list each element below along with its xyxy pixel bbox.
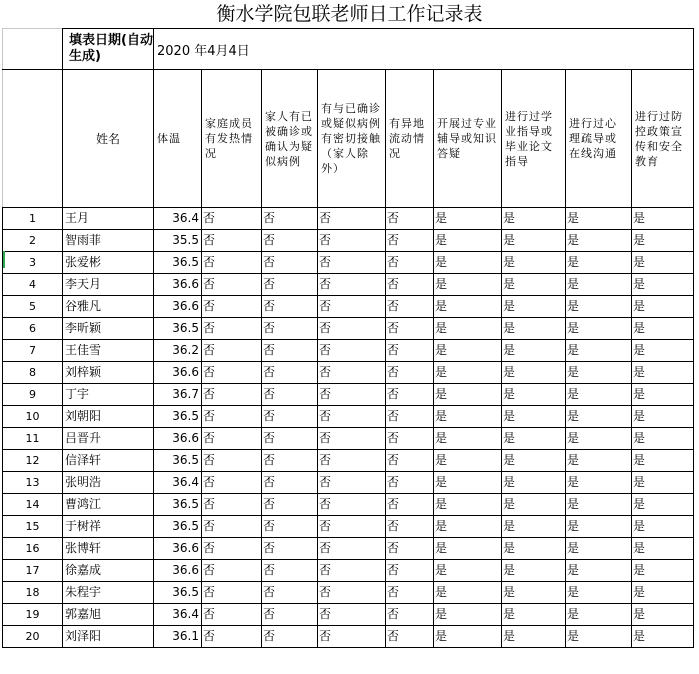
row-number-cell[interactable]: 16: [3, 538, 63, 560]
answer-cell[interactable]: 否: [202, 296, 262, 318]
answer-cell[interactable]: 否: [202, 340, 262, 362]
table-row: [3, 318, 694, 340]
answer-cell[interactable]: 否: [202, 516, 262, 538]
header-family-confirmed[interactable]: 家人有已被确诊或确认为疑似病例: [262, 70, 318, 208]
answer-cell[interactable]: 是: [434, 252, 502, 274]
answer-cell[interactable]: 是: [502, 428, 566, 450]
answer-cell[interactable]: 否: [202, 428, 262, 450]
answer-cell[interactable]: 否: [202, 450, 262, 472]
answer-cell[interactable]: 否: [318, 406, 386, 428]
answer-cell[interactable]: 否: [262, 208, 318, 230]
answer-cell[interactable]: 是: [434, 538, 502, 560]
answer-cell[interactable]: 否: [386, 626, 434, 648]
table-row: [3, 450, 694, 472]
answer-cell[interactable]: 是: [632, 494, 694, 516]
row-number-cell[interactable]: 19: [3, 604, 63, 626]
answer-cell[interactable]: 否: [202, 604, 262, 626]
temperature-cell[interactable]: 36.5: [154, 494, 202, 516]
temperature-cell[interactable]: 36.4: [154, 604, 202, 626]
answer-cell[interactable]: 否: [318, 450, 386, 472]
temperature-cell[interactable]: 36.6: [154, 428, 202, 450]
answer-cell[interactable]: 是: [566, 604, 632, 626]
row-number-cell[interactable]: 3: [3, 252, 63, 274]
answer-cell[interactable]: 否: [262, 340, 318, 362]
answer-cell[interactable]: 是: [632, 406, 694, 428]
row-number-cell[interactable]: 20: [3, 626, 63, 648]
answer-cell[interactable]: 否: [318, 296, 386, 318]
temperature-cell[interactable]: 36.6: [154, 560, 202, 582]
answer-cell[interactable]: 是: [434, 428, 502, 450]
table-row: [3, 208, 694, 230]
answer-cell[interactable]: 否: [262, 472, 318, 494]
header-temp[interactable]: 体温: [154, 70, 202, 208]
answer-cell[interactable]: 是: [632, 274, 694, 296]
answer-cell[interactable]: 是: [566, 494, 632, 516]
answer-cell[interactable]: 是: [566, 428, 632, 450]
answer-cell[interactable]: 是: [434, 626, 502, 648]
answer-cell[interactable]: 否: [262, 230, 318, 252]
row-number-cell[interactable]: 14: [3, 494, 63, 516]
answer-cell[interactable]: 是: [434, 362, 502, 384]
record-table: [2, 28, 694, 648]
answer-cell[interactable]: 是: [632, 296, 694, 318]
answer-cell[interactable]: 否: [318, 340, 386, 362]
answer-cell[interactable]: 否: [202, 494, 262, 516]
name-cell[interactable]: 刘梓颖: [63, 362, 154, 384]
temperature-cell[interactable]: 36.5: [154, 252, 202, 274]
answer-cell[interactable]: 是: [502, 208, 566, 230]
answer-cell[interactable]: 是: [632, 516, 694, 538]
answer-cell[interactable]: 是: [434, 604, 502, 626]
answer-cell[interactable]: 否: [202, 318, 262, 340]
header-academic-guidance[interactable]: 进行过学业指导或毕业论文指导: [502, 70, 566, 208]
answer-cell[interactable]: 否: [262, 296, 318, 318]
answer-cell[interactable]: 是: [434, 472, 502, 494]
answer-cell[interactable]: 否: [262, 604, 318, 626]
answer-cell[interactable]: 否: [262, 582, 318, 604]
table-row: [3, 428, 694, 450]
answer-cell[interactable]: 是: [502, 494, 566, 516]
answer-cell[interactable]: 是: [502, 362, 566, 384]
name-cell[interactable]: 徐嘉成: [63, 560, 154, 582]
temperature-cell[interactable]: 36.6: [154, 296, 202, 318]
table-row: [3, 274, 694, 296]
answer-cell[interactable]: 否: [262, 516, 318, 538]
answer-cell[interactable]: 否: [262, 538, 318, 560]
answer-cell[interactable]: 否: [262, 252, 318, 274]
answer-cell[interactable]: 否: [262, 274, 318, 296]
temperature-cell[interactable]: 36.5: [154, 318, 202, 340]
row-number-cell[interactable]: 1: [3, 208, 63, 230]
answer-cell[interactable]: 是: [502, 230, 566, 252]
table-row: [3, 472, 694, 494]
answer-cell[interactable]: 是: [434, 340, 502, 362]
answer-cell[interactable]: 是: [632, 626, 694, 648]
row-number-cell[interactable]: 13: [3, 472, 63, 494]
answer-cell[interactable]: 是: [434, 582, 502, 604]
answer-cell[interactable]: 是: [566, 208, 632, 230]
answer-cell[interactable]: 否: [202, 384, 262, 406]
date-value-cell[interactable]: 2020 年4月4日: [154, 29, 694, 70]
name-cell[interactable]: 曹鸿江: [63, 494, 154, 516]
name-cell[interactable]: 吕晋升: [63, 428, 154, 450]
answer-cell[interactable]: 否: [318, 252, 386, 274]
active-cell-marker: [3, 251, 5, 268]
answer-cell[interactable]: 否: [386, 582, 434, 604]
answer-cell[interactable]: 否: [262, 362, 318, 384]
answer-cell[interactable]: 是: [502, 626, 566, 648]
row-number-cell[interactable]: 4: [3, 274, 63, 296]
answer-cell[interactable]: 否: [262, 318, 318, 340]
answer-cell[interactable]: 是: [502, 450, 566, 472]
name-cell[interactable]: 谷雅凡: [63, 296, 154, 318]
answer-cell[interactable]: 否: [318, 538, 386, 560]
name-cell[interactable]: 刘朝阳: [63, 406, 154, 428]
name-cell[interactable]: 郭嘉旭: [63, 604, 154, 626]
answer-cell[interactable]: 否: [318, 582, 386, 604]
name-cell[interactable]: 张爱彬: [63, 252, 154, 274]
name-cell[interactable]: 丁宇: [63, 384, 154, 406]
temperature-cell[interactable]: 36.5: [154, 516, 202, 538]
answer-cell[interactable]: 是: [632, 560, 694, 582]
answer-cell[interactable]: 否: [318, 494, 386, 516]
table-row: [3, 560, 694, 582]
answer-cell[interactable]: 否: [202, 472, 262, 494]
answer-cell[interactable]: 是: [566, 516, 632, 538]
answer-cell[interactable]: 是: [566, 560, 632, 582]
temperature-cell[interactable]: 36.5: [154, 582, 202, 604]
answer-cell[interactable]: 否: [202, 362, 262, 384]
answer-cell[interactable]: 是: [566, 252, 632, 274]
name-cell[interactable]: 智雨菲: [63, 230, 154, 252]
answer-cell[interactable]: 是: [632, 362, 694, 384]
answer-cell[interactable]: 是: [502, 560, 566, 582]
header-tutoring[interactable]: 开展过专业辅导或知识答疑: [434, 70, 502, 208]
answer-cell[interactable]: 否: [318, 318, 386, 340]
answer-cell[interactable]: 是: [632, 252, 694, 274]
answer-cell[interactable]: 是: [632, 450, 694, 472]
answer-cell[interactable]: 是: [566, 450, 632, 472]
answer-cell[interactable]: 是: [632, 318, 694, 340]
temperature-cell[interactable]: 36.1: [154, 626, 202, 648]
answer-cell[interactable]: 否: [262, 384, 318, 406]
name-cell[interactable]: 张博轩: [63, 538, 154, 560]
header-fever[interactable]: 家庭成员有发热情况: [202, 70, 262, 208]
name-cell[interactable]: 信泽轩: [63, 450, 154, 472]
header-counseling[interactable]: 进行过心理疏导或在线沟通: [566, 70, 632, 208]
answer-cell[interactable]: 否: [318, 560, 386, 582]
answer-cell[interactable]: 是: [566, 626, 632, 648]
answer-cell[interactable]: 否: [318, 516, 386, 538]
header-travel[interactable]: 有异地流动情况: [386, 70, 434, 208]
cell-blank[interactable]: [3, 70, 63, 208]
row-number-cell[interactable]: 11: [3, 428, 63, 450]
answer-cell[interactable]: 否: [318, 428, 386, 450]
answer-cell[interactable]: 否: [318, 208, 386, 230]
header-safety-education[interactable]: 进行过防控政策宣传和安全教育: [632, 70, 694, 208]
answer-cell[interactable]: 是: [502, 516, 566, 538]
cell-blank[interactable]: [3, 29, 63, 70]
temperature-cell[interactable]: 36.7: [154, 384, 202, 406]
answer-cell[interactable]: 是: [434, 318, 502, 340]
answer-cell[interactable]: 否: [262, 494, 318, 516]
answer-cell[interactable]: 是: [502, 538, 566, 560]
answer-cell[interactable]: 是: [502, 604, 566, 626]
answer-cell[interactable]: 否: [262, 626, 318, 648]
table-row: [3, 516, 694, 538]
answer-cell[interactable]: 否: [202, 538, 262, 560]
answer-cell[interactable]: 否: [386, 516, 434, 538]
table-row: [3, 494, 694, 516]
answer-cell[interactable]: 是: [502, 252, 566, 274]
answer-cell[interactable]: 否: [262, 406, 318, 428]
header-name[interactable]: 姓名: [63, 70, 154, 208]
answer-cell[interactable]: 否: [386, 494, 434, 516]
temperature-cell[interactable]: 36.5: [154, 450, 202, 472]
answer-cell[interactable]: 是: [434, 208, 502, 230]
header-row: [3, 70, 694, 208]
temperature-cell[interactable]: 36.6: [154, 362, 202, 384]
info-row: [3, 29, 694, 70]
answer-cell[interactable]: 是: [434, 494, 502, 516]
answer-cell[interactable]: 否: [318, 626, 386, 648]
table-row: [3, 582, 694, 604]
answer-cell[interactable]: 否: [318, 362, 386, 384]
answer-cell[interactable]: 否: [386, 538, 434, 560]
answer-cell[interactable]: 是: [434, 516, 502, 538]
answer-cell[interactable]: 否: [386, 252, 434, 274]
row-number-cell[interactable]: 6: [3, 318, 63, 340]
answer-cell[interactable]: 是: [566, 384, 632, 406]
table-row: [3, 252, 694, 274]
table-row: [3, 230, 694, 252]
row-number-cell[interactable]: 18: [3, 582, 63, 604]
answer-cell[interactable]: 是: [632, 582, 694, 604]
name-cell[interactable]: 李昕颖: [63, 318, 154, 340]
row-number-cell[interactable]: 15: [3, 516, 63, 538]
answer-cell[interactable]: 是: [434, 450, 502, 472]
answer-cell[interactable]: 是: [632, 208, 694, 230]
table-row: [3, 362, 694, 384]
answer-cell[interactable]: 是: [502, 296, 566, 318]
answer-cell[interactable]: 否: [262, 560, 318, 582]
answer-cell[interactable]: 是: [434, 230, 502, 252]
answer-cell[interactable]: 否: [202, 208, 262, 230]
answer-cell[interactable]: 否: [202, 626, 262, 648]
answer-cell[interactable]: 是: [434, 406, 502, 428]
answer-cell[interactable]: 否: [386, 340, 434, 362]
answer-cell[interactable]: 是: [502, 340, 566, 362]
answer-cell[interactable]: 是: [502, 406, 566, 428]
answer-cell[interactable]: 是: [632, 384, 694, 406]
answer-cell[interactable]: 否: [386, 604, 434, 626]
answer-cell[interactable]: 否: [318, 230, 386, 252]
answer-cell[interactable]: 否: [386, 560, 434, 582]
answer-cell[interactable]: 是: [632, 428, 694, 450]
answer-cell[interactable]: 是: [566, 406, 632, 428]
row-number-cell[interactable]: 5: [3, 296, 63, 318]
answer-cell[interactable]: 是: [566, 582, 632, 604]
temperature-cell[interactable]: 36.5: [154, 406, 202, 428]
answer-cell[interactable]: 否: [386, 208, 434, 230]
answer-cell[interactable]: 是: [502, 274, 566, 296]
answer-cell[interactable]: 否: [262, 450, 318, 472]
answer-cell[interactable]: 是: [566, 274, 632, 296]
answer-cell[interactable]: 否: [386, 450, 434, 472]
answer-cell[interactable]: 是: [566, 318, 632, 340]
date-label-cell[interactable]: 填表日期(自动生成): [63, 29, 154, 70]
name-cell[interactable]: 于树祥: [63, 516, 154, 538]
answer-cell[interactable]: 否: [202, 560, 262, 582]
answer-cell[interactable]: 否: [318, 604, 386, 626]
answer-cell[interactable]: 否: [202, 582, 262, 604]
answer-cell[interactable]: 否: [318, 274, 386, 296]
answer-cell[interactable]: 是: [566, 340, 632, 362]
answer-cell[interactable]: 否: [386, 296, 434, 318]
temperature-cell[interactable]: 35.5: [154, 230, 202, 252]
header-close-contact[interactable]: 有与已确诊或疑似病例有密切接触（家人除外）: [318, 70, 386, 208]
answer-cell[interactable]: 否: [386, 362, 434, 384]
row-number-cell[interactable]: 17: [3, 560, 63, 582]
sheet-title: 衡水学院包联老师日工作记录表: [216, 3, 483, 25]
answer-cell[interactable]: 是: [502, 472, 566, 494]
row-number-cell[interactable]: 8: [3, 362, 63, 384]
name-cell[interactable]: 王月: [63, 208, 154, 230]
answer-cell[interactable]: 否: [386, 274, 434, 296]
table-row: [3, 384, 694, 406]
answer-cell[interactable]: 否: [386, 318, 434, 340]
answer-cell[interactable]: 否: [386, 428, 434, 450]
table-row: [3, 626, 694, 648]
answer-cell[interactable]: 是: [566, 362, 632, 384]
answer-cell[interactable]: 否: [386, 472, 434, 494]
name-cell[interactable]: 刘泽阳: [63, 626, 154, 648]
row-number-cell[interactable]: 12: [3, 450, 63, 472]
answer-cell[interactable]: 是: [434, 560, 502, 582]
answer-cell[interactable]: 否: [202, 230, 262, 252]
answer-cell[interactable]: 是: [502, 582, 566, 604]
table-row: [3, 296, 694, 318]
answer-cell[interactable]: 是: [566, 472, 632, 494]
answer-cell[interactable]: 否: [386, 406, 434, 428]
temperature-cell[interactable]: 36.6: [154, 538, 202, 560]
table-row: [3, 604, 694, 626]
name-cell[interactable]: 朱程宇: [63, 582, 154, 604]
temperature-cell[interactable]: 36.4: [154, 208, 202, 230]
answer-cell[interactable]: 是: [632, 604, 694, 626]
answer-cell[interactable]: 是: [566, 230, 632, 252]
answer-cell[interactable]: 否: [386, 384, 434, 406]
temperature-cell[interactable]: 36.4: [154, 472, 202, 494]
table-row: [3, 340, 694, 362]
name-cell[interactable]: 张明浩: [63, 472, 154, 494]
temperature-cell[interactable]: 36.2: [154, 340, 202, 362]
answer-cell[interactable]: 是: [434, 384, 502, 406]
temperature-cell[interactable]: 36.6: [154, 274, 202, 296]
answer-cell[interactable]: 是: [502, 318, 566, 340]
answer-cell[interactable]: 是: [434, 296, 502, 318]
answer-cell[interactable]: 是: [632, 472, 694, 494]
answer-cell[interactable]: 是: [434, 274, 502, 296]
answer-cell[interactable]: 否: [318, 384, 386, 406]
table-row: [3, 406, 694, 428]
row-number-cell[interactable]: 9: [3, 384, 63, 406]
name-cell[interactable]: 王佳雪: [63, 340, 154, 362]
answer-cell[interactable]: 是: [566, 538, 632, 560]
row-number-cell[interactable]: 7: [3, 340, 63, 362]
answer-cell[interactable]: 是: [502, 384, 566, 406]
answer-cell[interactable]: 否: [202, 406, 262, 428]
answer-cell[interactable]: 否: [202, 252, 262, 274]
table-row: [3, 538, 694, 560]
answer-cell[interactable]: 是: [632, 230, 694, 252]
name-cell[interactable]: 李天月: [63, 274, 154, 296]
answer-cell[interactable]: 是: [632, 340, 694, 362]
answer-cell[interactable]: 是: [632, 538, 694, 560]
answer-cell[interactable]: 是: [566, 296, 632, 318]
answer-cell[interactable]: 否: [202, 274, 262, 296]
row-number-cell[interactable]: 10: [3, 406, 63, 428]
answer-cell[interactable]: 否: [386, 230, 434, 252]
row-number-cell[interactable]: 2: [3, 230, 63, 252]
answer-cell[interactable]: 否: [262, 428, 318, 450]
answer-cell[interactable]: 否: [318, 472, 386, 494]
